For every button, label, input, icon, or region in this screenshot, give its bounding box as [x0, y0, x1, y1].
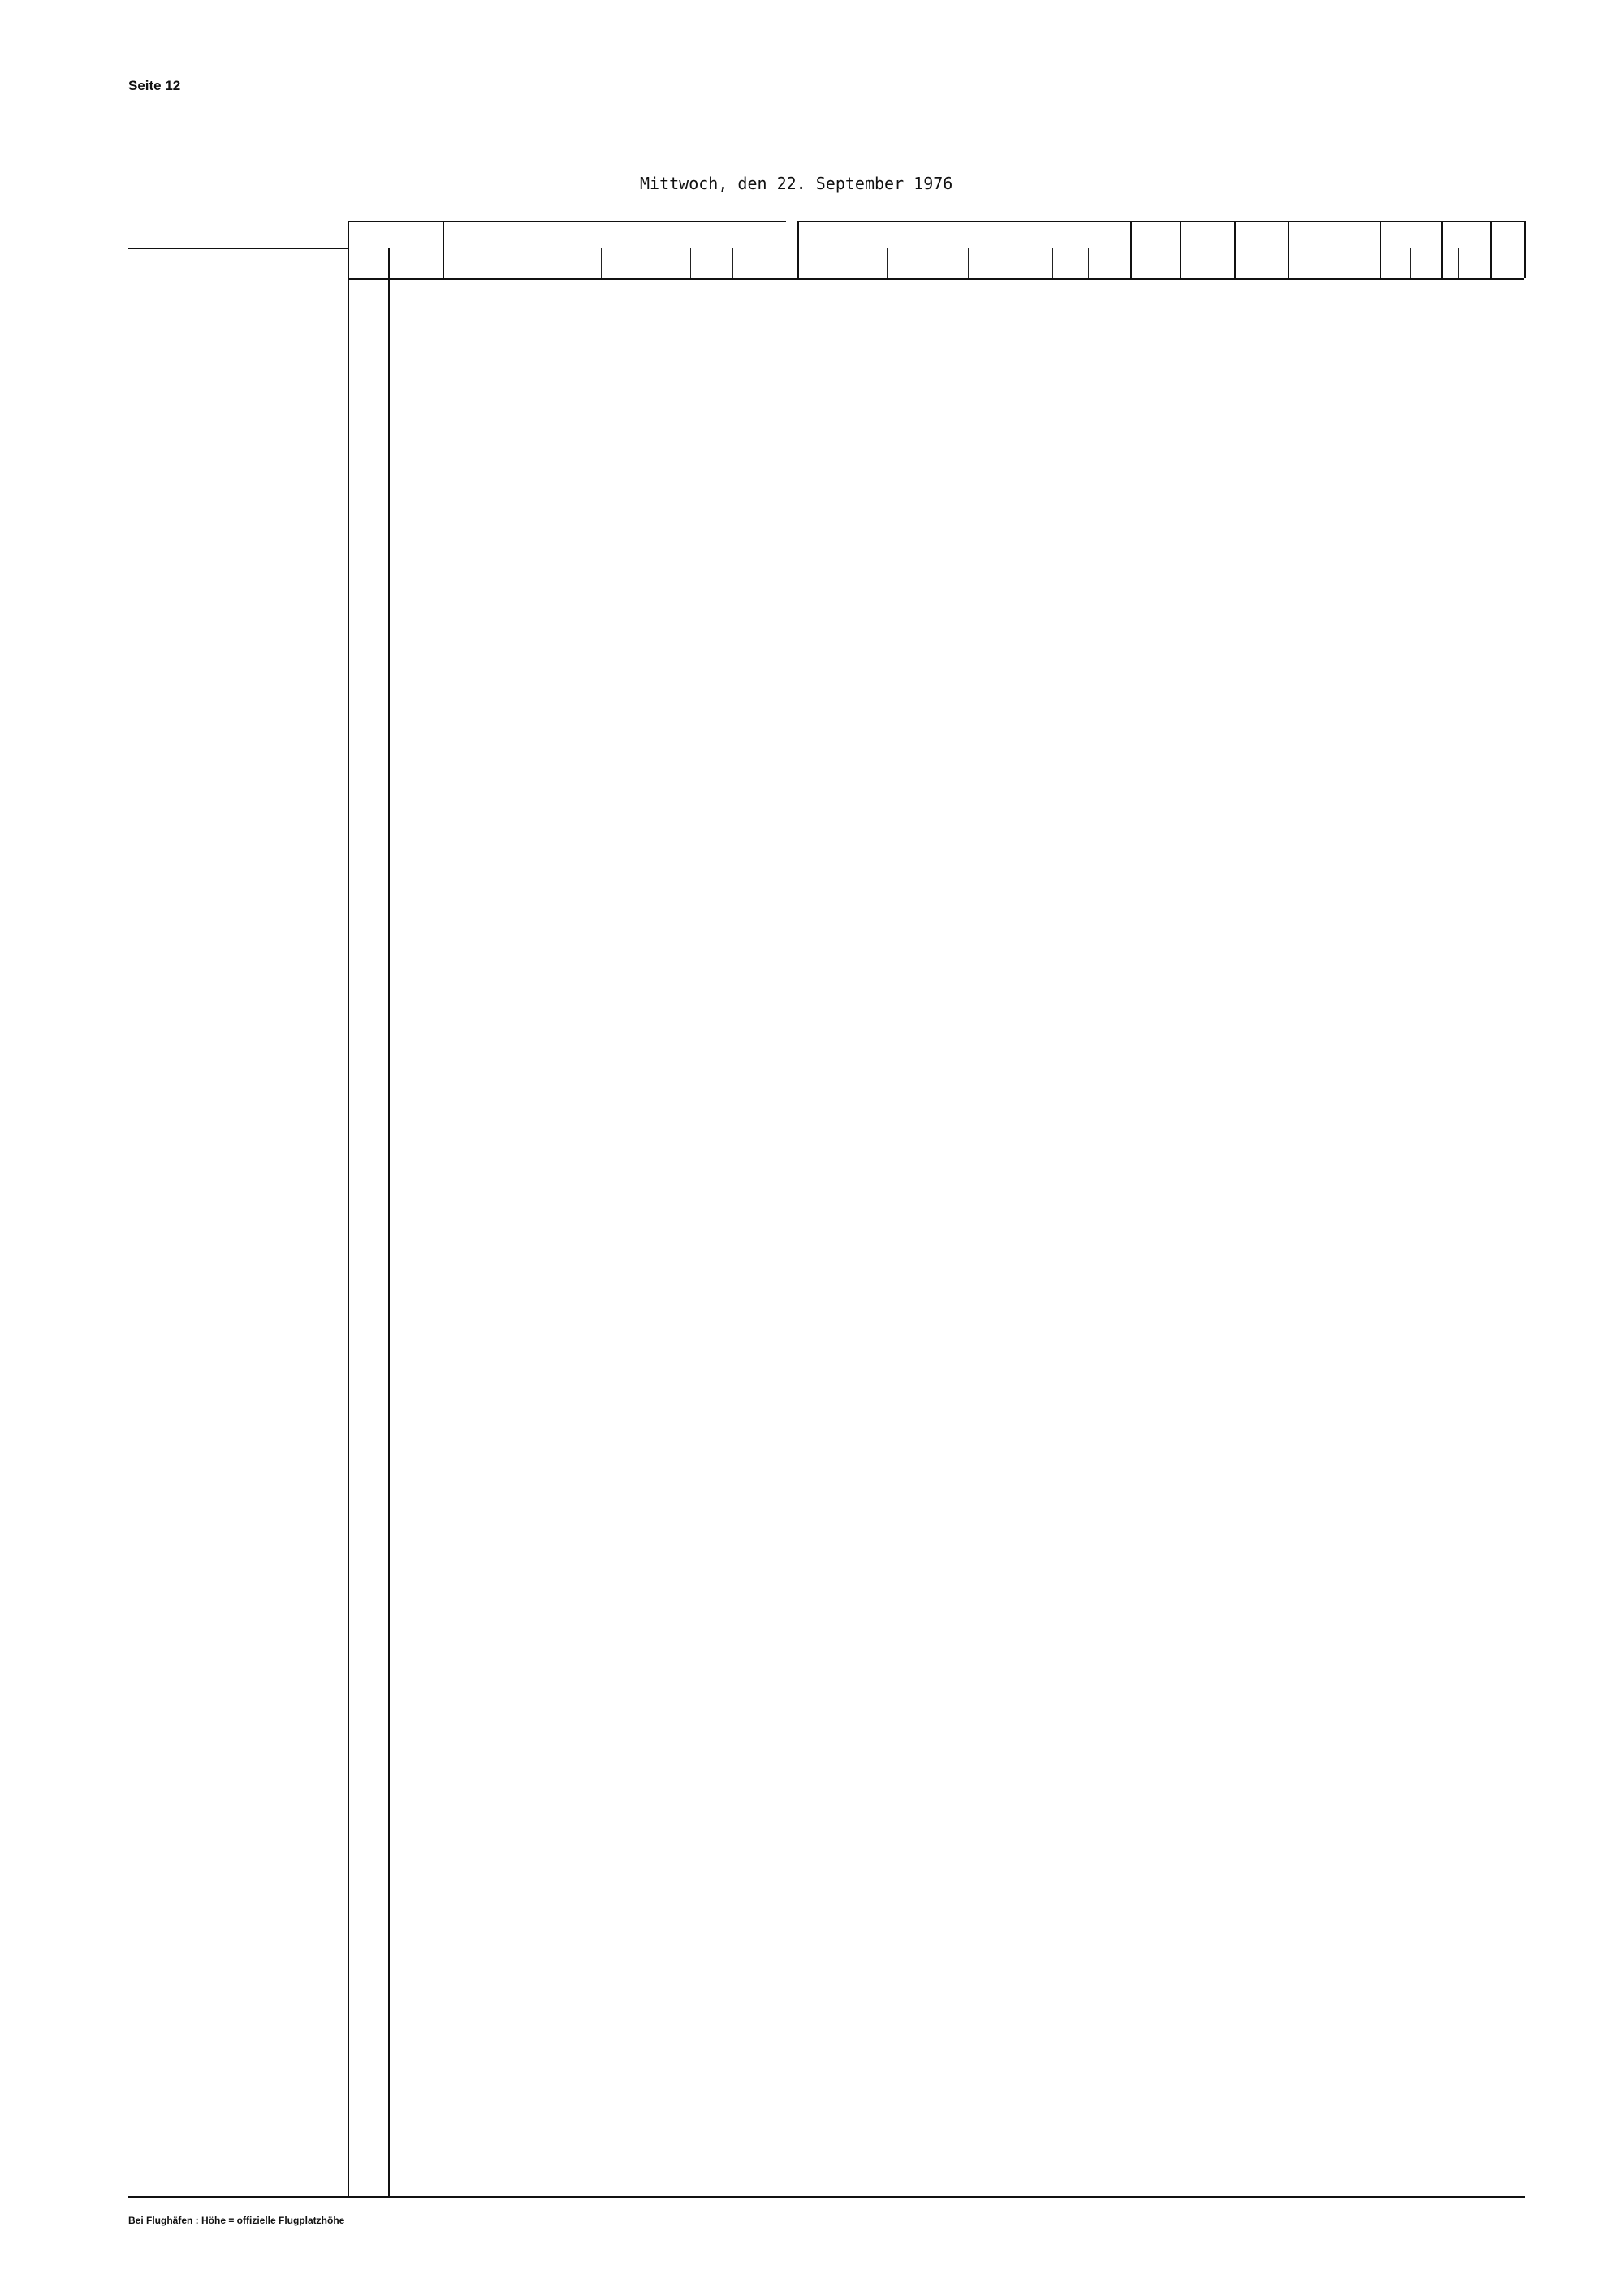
column-rule-6: [1234, 221, 1236, 278]
column-rule-4: [1130, 221, 1132, 278]
group21-top-rule: [797, 221, 1130, 222]
group18-top-rule: [348, 221, 786, 222]
sub-rule-4: [887, 248, 888, 278]
sub-rule-9: [1458, 248, 1459, 278]
column-rule-9: [1441, 221, 1443, 278]
header-bottom-rule: [348, 278, 1524, 280]
column-rule-8: [1380, 221, 1381, 278]
column-rule-0: [348, 221, 349, 2196]
sub-rule-5: [968, 248, 969, 278]
column-rule-11: [1524, 221, 1526, 278]
sub-rule-1: [601, 248, 602, 278]
sub-rule-6: [1052, 248, 1053, 278]
sub-rule-7: [1088, 248, 1089, 278]
column-rule-2: [443, 221, 444, 278]
column-rule-7: [1288, 221, 1289, 278]
column-rule-3: [797, 221, 799, 278]
column-rule-1: [388, 248, 390, 2196]
stats-top-rule: [1130, 221, 1524, 222]
sub-rule-2: [690, 248, 691, 278]
page-title: Mittwoch, den 22. September 1976: [640, 174, 953, 193]
sub-rule-3: [732, 248, 733, 278]
page-label: Seite 12: [128, 78, 181, 93]
table-bottom-rule: [128, 2196, 1525, 2198]
footnote: Bei Flughäfen : Höhe = offizielle Flugplatzhöhe: [128, 2215, 345, 2226]
sub-rule-8: [1410, 248, 1411, 278]
column-rule-10: [1490, 221, 1492, 278]
station-header-rule: [128, 248, 348, 249]
column-rule-5: [1180, 221, 1181, 278]
